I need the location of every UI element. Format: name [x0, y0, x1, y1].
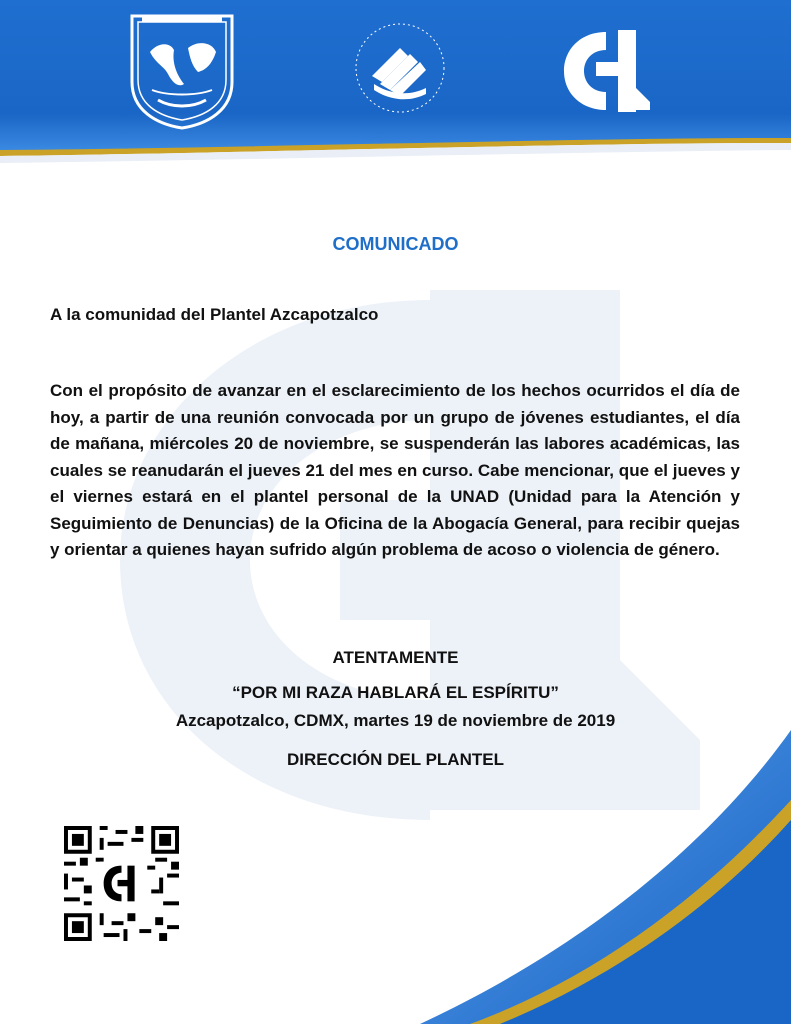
body-paragraph: Con el propósito de avanzar en el esclarecimiento de los hechos ocurridos el día de hoy, a partir de una reunión convocada por un grupo de jóvenes estudiantes, el día de mañana, miércoles 20 de noviembre, se suspenderán las labores académicas, las cuales se reanudarán el jueves 21 del mes en curso. Cabe mencionar, que el jueves y el viernes estará en el plantel personal de la UNAD (Unidad para la Atención y Seguimiento de Denuncias) de la Oficina de la Abogacía General, para recibir quejas y orientar a quienes hayan sufrido algún problema de acoso o violencia de género.	[50, 381, 740, 559]
closing: ATENTAMENTE	[332, 648, 459, 667]
place-date: Azcapotzalco, CDMX, martes 19 de noviembre de 2019	[175, 711, 616, 730]
document-title: COMUNICADO	[332, 234, 459, 254]
greeting: A la comunidad del Plantel Azcapotzalco	[50, 305, 379, 324]
motto: “POR MI RAZA HABLARÁ EL ESPÍRITU”	[232, 683, 559, 702]
signature: DIRECCIÓN DEL PLANTEL	[287, 750, 504, 769]
qr-code	[64, 826, 179, 941]
